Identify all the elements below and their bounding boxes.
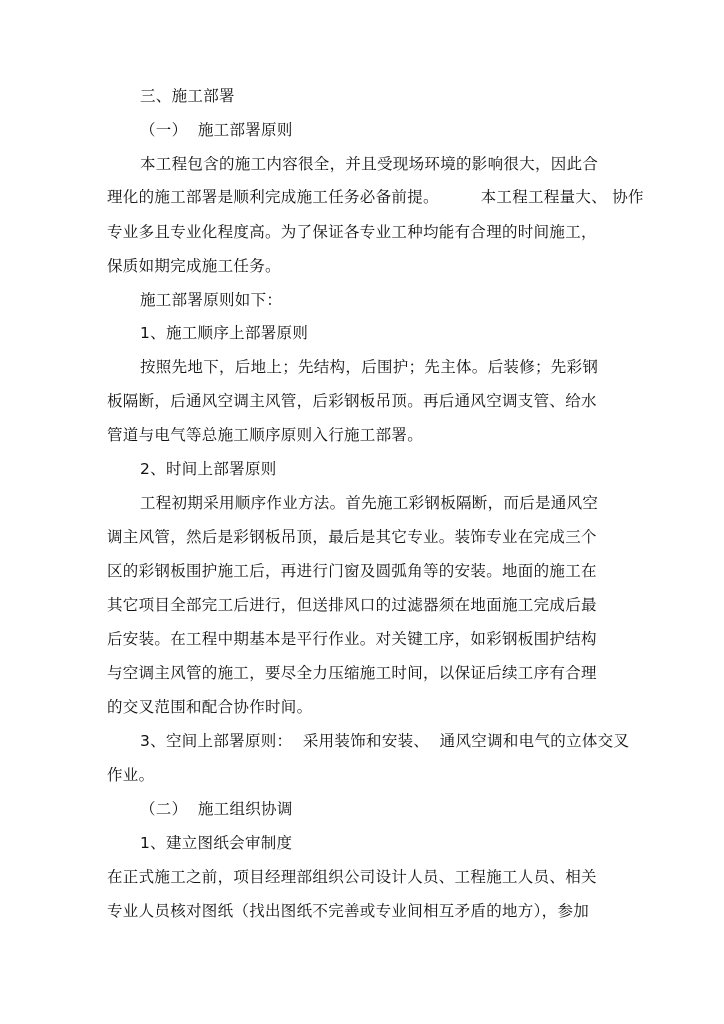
paragraph-line: 区的彩钢板围护施工后，再进行门窗及圆弧角等的安装。地面的施工在 (107, 562, 597, 580)
subsection-heading: （一） 施工部署原则 (140, 121, 293, 139)
paragraph-line: 本工程包含的施工内容很全，并且受现场环境的影响很大，因此合 (140, 155, 599, 173)
item-heading: 3、空间上部署原则： 采用装饰和安装、 通风空调和电气的立体交叉 (140, 732, 630, 750)
paragraph-line: 专业多且专业化程度高。为了保证各专业工种均能有合理的时间施工， (107, 223, 597, 241)
paragraph-line: 施工部署原则如下： (140, 291, 283, 309)
paragraph-line: 保质如期完成施工任务。 (107, 257, 281, 275)
subsection-heading: （二） 施工组织协调 (140, 800, 293, 818)
item-heading: 1、施工顺序上部署原则 (140, 324, 309, 342)
paragraph-line: 在正式施工之前，项目经理部组织公司设计人员、工程施工人员、相关 (107, 868, 597, 886)
item-heading: 1、建立图纸会审制度 (140, 834, 293, 852)
paragraph-line: 理化的施工部署是顺利完成施工任务必备前提。 本工程工程量大、 协作 (107, 188, 644, 206)
paragraph-line: 作业。 (107, 766, 155, 784)
paragraph-line: 其它项目全部完工后进行，但送排风口的过滤器须在地面施工完成后最 (107, 596, 597, 614)
paragraph-line: 专业人员核对图纸（找出图纸不完善或专业间相互矛盾的地方），参加 (107, 902, 590, 920)
paragraph-line: 后安装。在工程中期基本是平行作业。对关键工序，如彩钢板围护结构 (107, 630, 597, 648)
paragraph-line: 工程初期采用顺序作业方法。首先施工彩钢板隔断，而后是通风空 (140, 494, 599, 512)
paragraph-line: 管道与电气等总施工顺序原则入行施工部署。 (107, 426, 424, 444)
item-heading: 2、时间上部署原则 (140, 460, 277, 478)
paragraph-line: 按照先地下，后地上；先结构，后围护；先主体。后装修；先彩钢 (140, 358, 599, 376)
paragraph-line: 的交叉范围和配合协作时间。 (107, 698, 313, 716)
paragraph-line: 板隔断，后通风空调主风管，后彩钢板吊顶。再后通风空调支管、给水 (107, 392, 597, 410)
paragraph-line: 调主风管，然后是彩钢板吊顶，最后是其它专业。装饰专业在完成三个 (107, 528, 597, 546)
paragraph-line: 与空调主风管的施工，要尽全力压缩施工时间，以保证后续工序有合理 (107, 664, 597, 682)
section-heading: 三、施工部署 (140, 87, 235, 105)
